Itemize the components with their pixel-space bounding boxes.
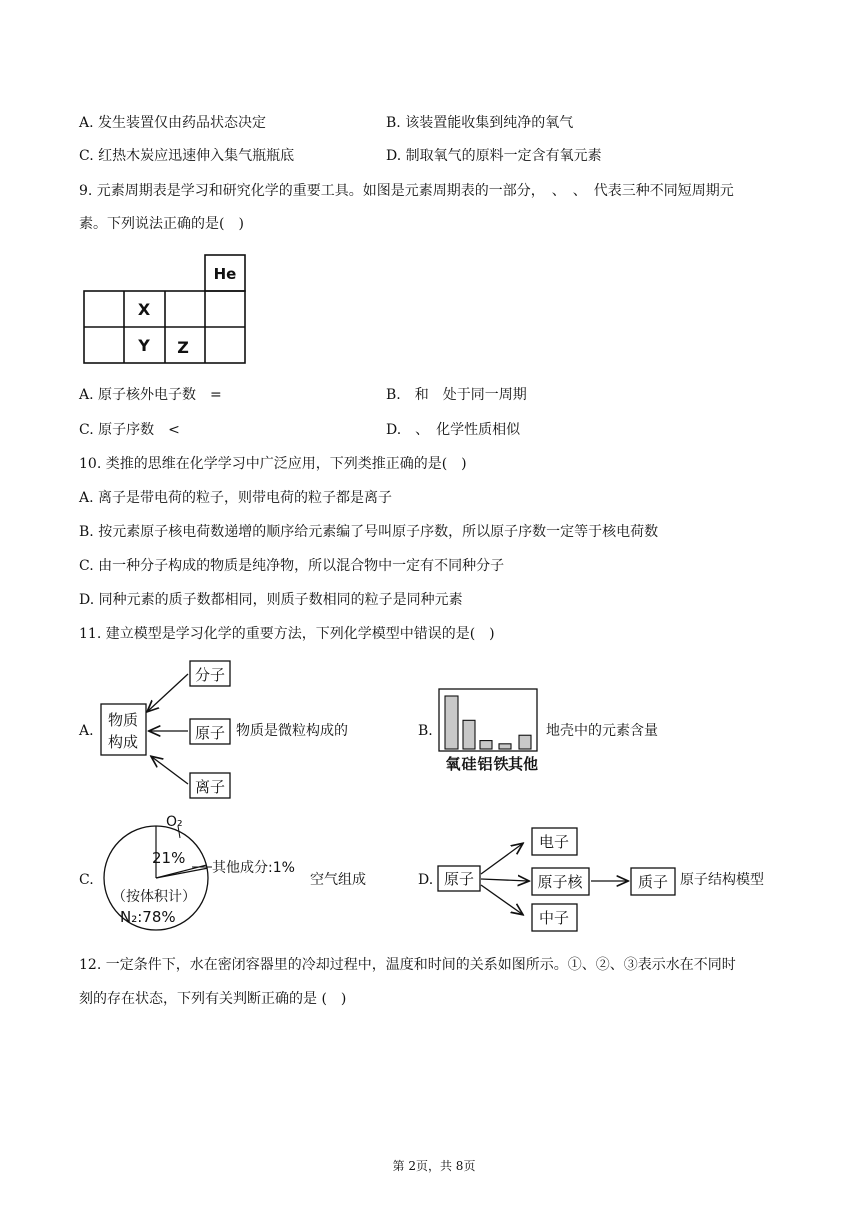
- q11-c-letter: C.: [79, 872, 94, 888]
- q9-option-a: A. 原子核外电子数 =: [79, 387, 222, 403]
- q8-option-b: B. 该装置能收集到纯净的氧气: [386, 115, 574, 131]
- q10-option-b: B. 按元素原子核电荷数递增的顺序给元素编了号叫原子序数，所以原子序数一定等于核电荷数: [79, 524, 659, 540]
- periodic-table-fragment: [80, 252, 250, 367]
- q11-b-bar-chart: [436, 686, 546, 776]
- q11-c-caption: 空气组成: [310, 872, 366, 888]
- matter-label-line2: 构成: [107, 733, 139, 751]
- ion-box: 离子: [194, 778, 226, 796]
- bar-label-4: 铁: [493, 755, 509, 773]
- q11-d-caption: 原子结构模型: [680, 872, 764, 888]
- n2-label: N₂:78%: [120, 908, 176, 926]
- o2-label: O₂: [166, 814, 183, 830]
- q8-option-d: D. 制取氧气的原料一定含有氧元素: [386, 148, 602, 164]
- q11-a-letter: A.: [79, 723, 94, 739]
- bar-label-3: 铝: [477, 755, 493, 773]
- q8-option-c: C. 红热木炭应迅速伸入集气瓶瓶底: [79, 148, 295, 164]
- bar-3: [480, 741, 492, 749]
- element-z: Z: [177, 338, 189, 357]
- q10-option-a: A. 离子是带电荷的粒子，则带电荷的粒子都是离子: [79, 490, 393, 506]
- q9-option-c: C. 原子序数 <: [79, 422, 180, 438]
- q11-a-caption: 物质是微粒构成的: [236, 723, 348, 739]
- bar-1: [445, 696, 458, 749]
- proton-node: 质子: [637, 873, 669, 891]
- q11-d-letter: D.: [418, 872, 434, 888]
- molecule-box: 分子: [194, 666, 226, 684]
- element-y: Y: [138, 336, 150, 355]
- nucleus-node: 原子核: [537, 873, 583, 891]
- q11-d-diagram: [434, 822, 679, 934]
- neutron-node: 中子: [538, 909, 570, 927]
- bar-2: [463, 720, 475, 749]
- q12-stem-line1: 12. 一定条件下，水在密闭容器里的冷却过程中，温度和时间的关系如图所示。①、②、③表示水在不同时: [79, 957, 736, 973]
- bar-label-5: 其他: [507, 755, 539, 773]
- q11-a-diagram: [95, 655, 235, 800]
- element-he: He: [213, 265, 237, 283]
- q10-option-d: D. 同种元素的质子数都相同，则质子数相同的粒子是同种元素: [79, 592, 463, 608]
- bar-5: [519, 735, 531, 749]
- electron-node: 电子: [538, 833, 570, 851]
- q12-stem-line2: 刻的存在状态，下列有关判断正确的是 ( ): [79, 991, 347, 1007]
- page-number: 第 2页，共 8页: [392, 1159, 476, 1173]
- matter-label-line1: 物质: [107, 711, 139, 729]
- q11-stem: 11. 建立模型是学习化学的重要方法，下列化学模型中错误的是( ): [79, 626, 495, 642]
- q9-stem-line1: 9. 元素周期表是学习和研究化学的重要工具。如图是元素周期表的一部分， 、 、 代表三种不同短周期元: [79, 183, 734, 199]
- q9-option-b: B. 和 处于同一周期: [386, 387, 527, 403]
- q9-option-d: D. 、 化学性质相似: [386, 422, 521, 438]
- bar-label-2: 硅: [461, 755, 477, 773]
- q11-b-letter: B.: [418, 723, 433, 739]
- q11-c-pie-chart: [100, 810, 310, 935]
- volume-basis-label: （按体积计）: [112, 889, 196, 905]
- q10-option-c: C. 由一种分子构成的物质是纯净物，所以混合物中一定有不同种分子: [79, 558, 505, 574]
- bar-label-1: 氧: [445, 755, 461, 773]
- bar-4: [499, 744, 511, 749]
- q9-stem-line2: 素。下列说法正确的是( ): [79, 216, 244, 232]
- element-x: X: [137, 300, 151, 319]
- q8-option-a: A. 发生装置仅由药品状态决定: [79, 115, 267, 131]
- atom-box: 原子: [194, 724, 226, 742]
- q11-b-caption: 地壳中的元素含量: [546, 723, 658, 739]
- o2-percent: 21%: [152, 849, 186, 867]
- atom-node: 原子: [443, 870, 475, 888]
- other-components-label: 其他成分:1%: [212, 860, 295, 876]
- q10-stem: 10. 类推的思维在化学学习中广泛应用，下列类推正确的是( ): [79, 456, 467, 472]
